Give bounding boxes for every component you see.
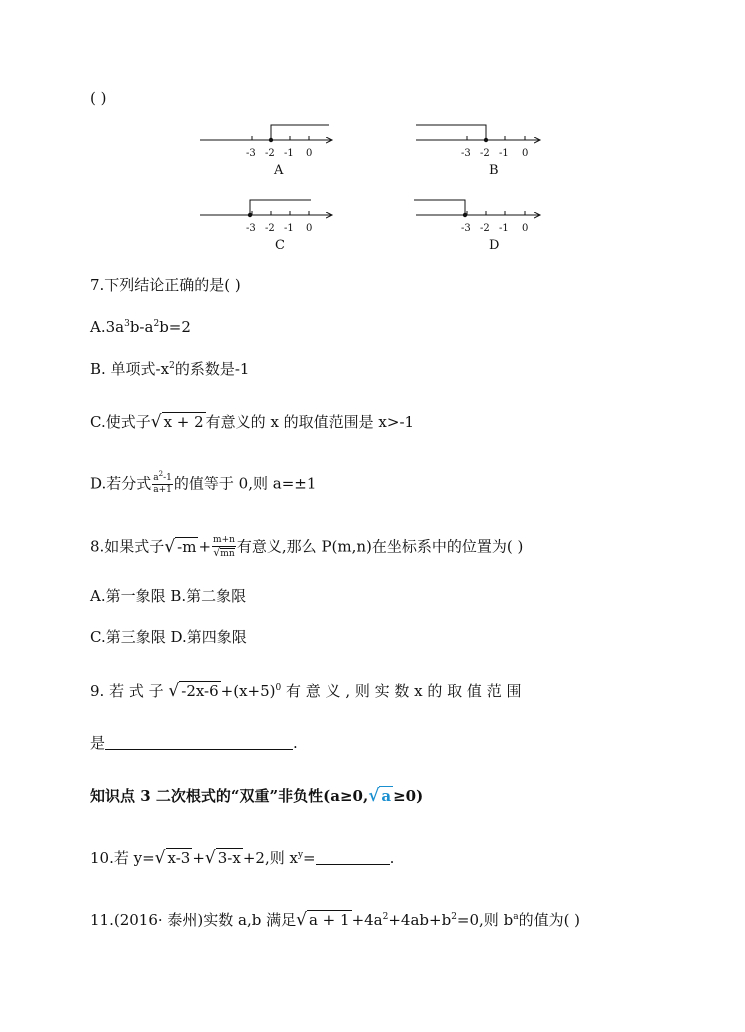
radicand: a + 1: [308, 911, 350, 929]
sqrt-expression: √ -2x-6: [168, 681, 219, 701]
text: 10.若 y=: [90, 849, 155, 867]
number-line-d: [414, 200, 540, 253]
radicand: x-3: [167, 849, 191, 867]
text: 有 意 义 , 则 实 数 x 的 取 值 范 围: [281, 682, 522, 700]
numerator-rest: -1: [163, 473, 172, 483]
solid-dot: [484, 138, 488, 142]
q8-options-row2: C.第三象限 D.第四象限: [90, 628, 247, 646]
text: .: [293, 734, 298, 752]
sqrt-expression: √ a + 1: [296, 910, 350, 930]
sqrt-expression: √ -m: [164, 536, 197, 557]
q8-stem: [90, 535, 523, 560]
number-line-c: [200, 200, 332, 253]
tick-label: -1: [499, 223, 509, 234]
radicand: x + 2: [163, 413, 204, 431]
option-label-a: A: [274, 163, 284, 178]
text: 的值等于 0,则 a=±1: [173, 474, 317, 493]
section-heading: [90, 786, 423, 806]
text: 是: [90, 734, 106, 752]
text: 11.(2016· 泰州)实数 a,b 满足: [90, 911, 297, 929]
text: 的值为( ): [518, 911, 581, 929]
sqrt-expression: √ x-3: [154, 848, 191, 868]
tick-label: 0: [306, 148, 313, 159]
numerator-base: a: [153, 473, 159, 483]
text: D.若分式: [90, 474, 152, 493]
text: b=2: [159, 318, 191, 336]
text: +2,则 x: [242, 849, 298, 867]
q8-options-row1: A.第一象限 B.第二象限: [90, 587, 247, 605]
solid-dot: [463, 213, 467, 217]
tick-label: -2: [480, 223, 490, 234]
tick-label: 0: [522, 223, 529, 234]
tick-label: -1: [499, 148, 509, 159]
text: 8.如果式子: [90, 537, 165, 556]
radicand: a: [381, 787, 392, 805]
tick-label: -1: [284, 148, 294, 159]
text: +4ab+b: [388, 911, 452, 929]
text: b-a: [129, 318, 154, 336]
text: ≥0): [393, 787, 424, 805]
tick-label: -2: [265, 148, 275, 159]
q7-option-d: [90, 470, 317, 496]
answer-blank[interactable]: [105, 735, 293, 750]
exponent: 0: [275, 683, 282, 693]
exponent: 2: [451, 912, 457, 922]
q11-stem: [90, 910, 580, 933]
exponent: 2: [153, 319, 160, 329]
solid-dot: [248, 213, 252, 217]
tick-label: -3: [246, 148, 256, 159]
exponent: 2: [382, 912, 389, 922]
exponent: a: [513, 912, 519, 922]
q10-stem: [90, 848, 394, 871]
q9-answer-line: [90, 733, 298, 753]
text: C.使式子: [90, 413, 151, 431]
option-label-b: B: [489, 163, 499, 178]
tick-label: -1: [284, 223, 294, 234]
text: =0,则 b: [456, 911, 514, 929]
fraction: $\frac{m+n}{√mn}$: [213, 535, 235, 559]
tick-label: 0: [306, 223, 313, 234]
exponent: 2: [169, 361, 175, 371]
text: =: [303, 849, 316, 867]
text: .: [389, 849, 395, 867]
fraction: [152, 470, 173, 496]
text: A.3a: [90, 318, 125, 336]
q7-option-b: [90, 359, 249, 382]
sqrt-expression: √ 3-x: [204, 848, 241, 868]
tick-label: -3: [461, 223, 471, 234]
text: 有意义,那么 P(m,n)在坐标系中的位置为( ): [236, 537, 524, 556]
number-line-figures: [0, 118, 745, 258]
exponent: 2: [158, 470, 164, 478]
sqrt-expression: √ a: [368, 786, 392, 806]
q7-stem: 7.下列结论正确的是( ): [90, 276, 241, 294]
number-line-a: [200, 125, 332, 178]
text: +4a: [351, 911, 383, 929]
radicand: 3-x: [217, 849, 241, 867]
q9-stem: [90, 681, 521, 704]
text: +: [198, 537, 212, 556]
tick-label: -2: [480, 148, 490, 159]
text: 知识点 3 二次根式的“双重”非负性(a≥0,: [90, 787, 369, 805]
denominator: a+1: [153, 485, 172, 495]
q7-option-c: [90, 412, 414, 432]
solid-dot: [269, 138, 273, 142]
radicand: -m: [177, 537, 197, 556]
q7-option-a: [90, 317, 191, 340]
option-label-c: C: [275, 238, 285, 253]
tick-label: -2: [265, 223, 275, 234]
number-line-b: [416, 125, 540, 178]
text: 9. 若 式 子: [90, 682, 164, 700]
text: 有意义的 x 的取值范围是 x>-1: [205, 413, 415, 431]
tick-label: -3: [461, 148, 471, 159]
text: +: [192, 849, 205, 867]
text: 的系数是-1: [174, 360, 250, 378]
exponent: y: [297, 850, 304, 860]
tick-label: 0: [522, 148, 529, 159]
denominator-radicand: mn: [220, 549, 235, 559]
text: +(x+5): [220, 682, 276, 700]
q6-answer-paren: ( ): [90, 89, 107, 107]
radicand: -2x-6: [181, 682, 219, 700]
sqrt-expression: √ x + 2: [150, 412, 204, 432]
tick-label: -3: [246, 223, 256, 234]
exponent: 3: [124, 319, 130, 329]
text: B. 单项式-x: [90, 360, 170, 378]
option-label-d: D: [489, 238, 500, 253]
numerator: m+n: [213, 535, 235, 545]
answer-blank[interactable]: [316, 850, 390, 865]
